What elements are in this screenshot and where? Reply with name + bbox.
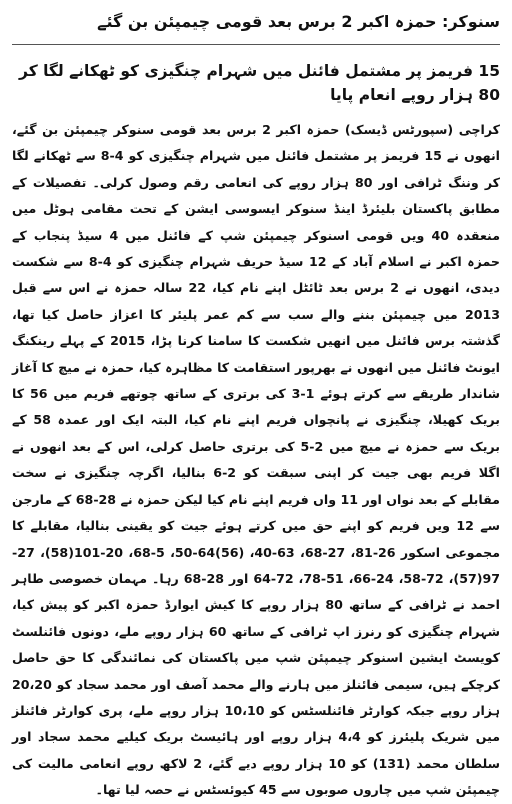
headline: سنوکر: حمزہ اکبر 2 برس بعد قومی چیمپئن بن گئے xyxy=(97,12,500,31)
headline-divider xyxy=(12,44,500,45)
subheadline: 15 فریمز پر مشتمل فائنل میں شہرام چنگیزی کو ٹھکانے لگا کر 80 ہزار روپے انعام پایا xyxy=(19,62,500,104)
article-body: کراچی (سپورٹس ڈیسک) حمزہ اکبر 2 برس بعد قومی سنوکر چیمپئن بن گئے، انھوں نے 15 فریمز پر مشتمل فائنل میں شہرام چنگیزی کو 4-8 سے ٹھکانے لگا کر وننگ ٹرافی اور 80 ہزار روپے کی انعامی رقم وصول کرلی۔ تفصیلات کے مطابق پاکستان بلیئرڈ اینڈ سنوکر ایسوسی ایشن کے تحت مقامی ہوٹل میں منعقدہ 40 ویں قومی اسنوکر چیمپئن شپ کے فائنل میں 4 سیڈ پنجاب کے حمزہ اکبر نے اسلام آباد کے 12 سیڈ حریف شہرام چنگیزی کو 4-8 سے شکست دیدی، انھوں نے 2 برس بعد ٹائٹل اپنے نام کیا، 22 سالہ حمزہ نے اس سے قبل 2013 میں چیمپئن بننے والے سب سے کم عمر پلیئر کا اعزاز حاصل کیا تھا، گذشتہ برس فائنل میں انھیں شکست کا سامنا کرنا پڑا، 2015 کے پہلے رینکنگ ایونٹ فائنل میں انھوں نے بھرپور استقامت کا مظاہرہ کیا، حمزہ نے میچ کا آغاز شاندار طریقے سے کرتے ہوئے 1-3 کی برتری کے ساتھ چوتھے فریم میں 56 کا بریک کھیلا، چنگیزی نے پانچواں فریم اپنے نام کیا، البتہ ایک اور عمدہ 58 کے بریک سے حمزہ نے میچ میں 2-5 کی برتری حاصل کرلی، اس کے بعد انھوں نے اگلا فریم بھی جیت کر اپنی سبقت کو 2-6 بنالیا، اگرچہ چنگیزی نے سخت مقابلے کے بعد نواں اور 11 واں فریم اپنے نام کیا لیکن حمزہ نے 28-68 کے مارجن سے 12 ویں فریم کو اپنے حق میں کرتے ہوئے جیت کو یقینی بنالیا، مقابلے کا مجموعی اسکور 26-81، 27-68، 63-40، (56)64-50، 5-68، 20-101(58)، 27-97(57)، 72-58، 24-66، 51-78، 72-64 اور 28-68 رہا۔ مہمان خصوصی طاہر احمد نے ٹرافی کے ساتھ 80 ہزار روپے کا کیش ایوارڈ حمزہ اکبر کو پیش کیا، شہرام چنگیزی کو رنرز اپ ٹرافی کے ساتھ 60 ہزار روپے ملے، دونوں فائنلسٹ کویسٹ ایشین اسنوکر چیمپئن شپ میں پاکستان کی نمائندگی کا حق حاصل کرچکے ہیں، سیمی فائنلز میں ہارنے والے محمد آصف اور محمد سجاد کو 20،20 ہزار روپے جبکہ کوارٹر فائنلسٹس کو 10،10 ہزار روپے ملے، پری کوارٹر فائنلز میں شریک پلیئرز کو 4،4 ہزار روپے اور ہائیسٹ بریک کیلیے محمد سجاد اور سلطان محمد (131) کو 10 ہزار روپے دیے گئے، 2 لاکھ روپے انعامی مالیت کی چیمپئن شپ میں چاروں صوبوں سے 45 کیوئسٹس نے حصہ لیا تھا۔ xyxy=(12,122,501,798)
